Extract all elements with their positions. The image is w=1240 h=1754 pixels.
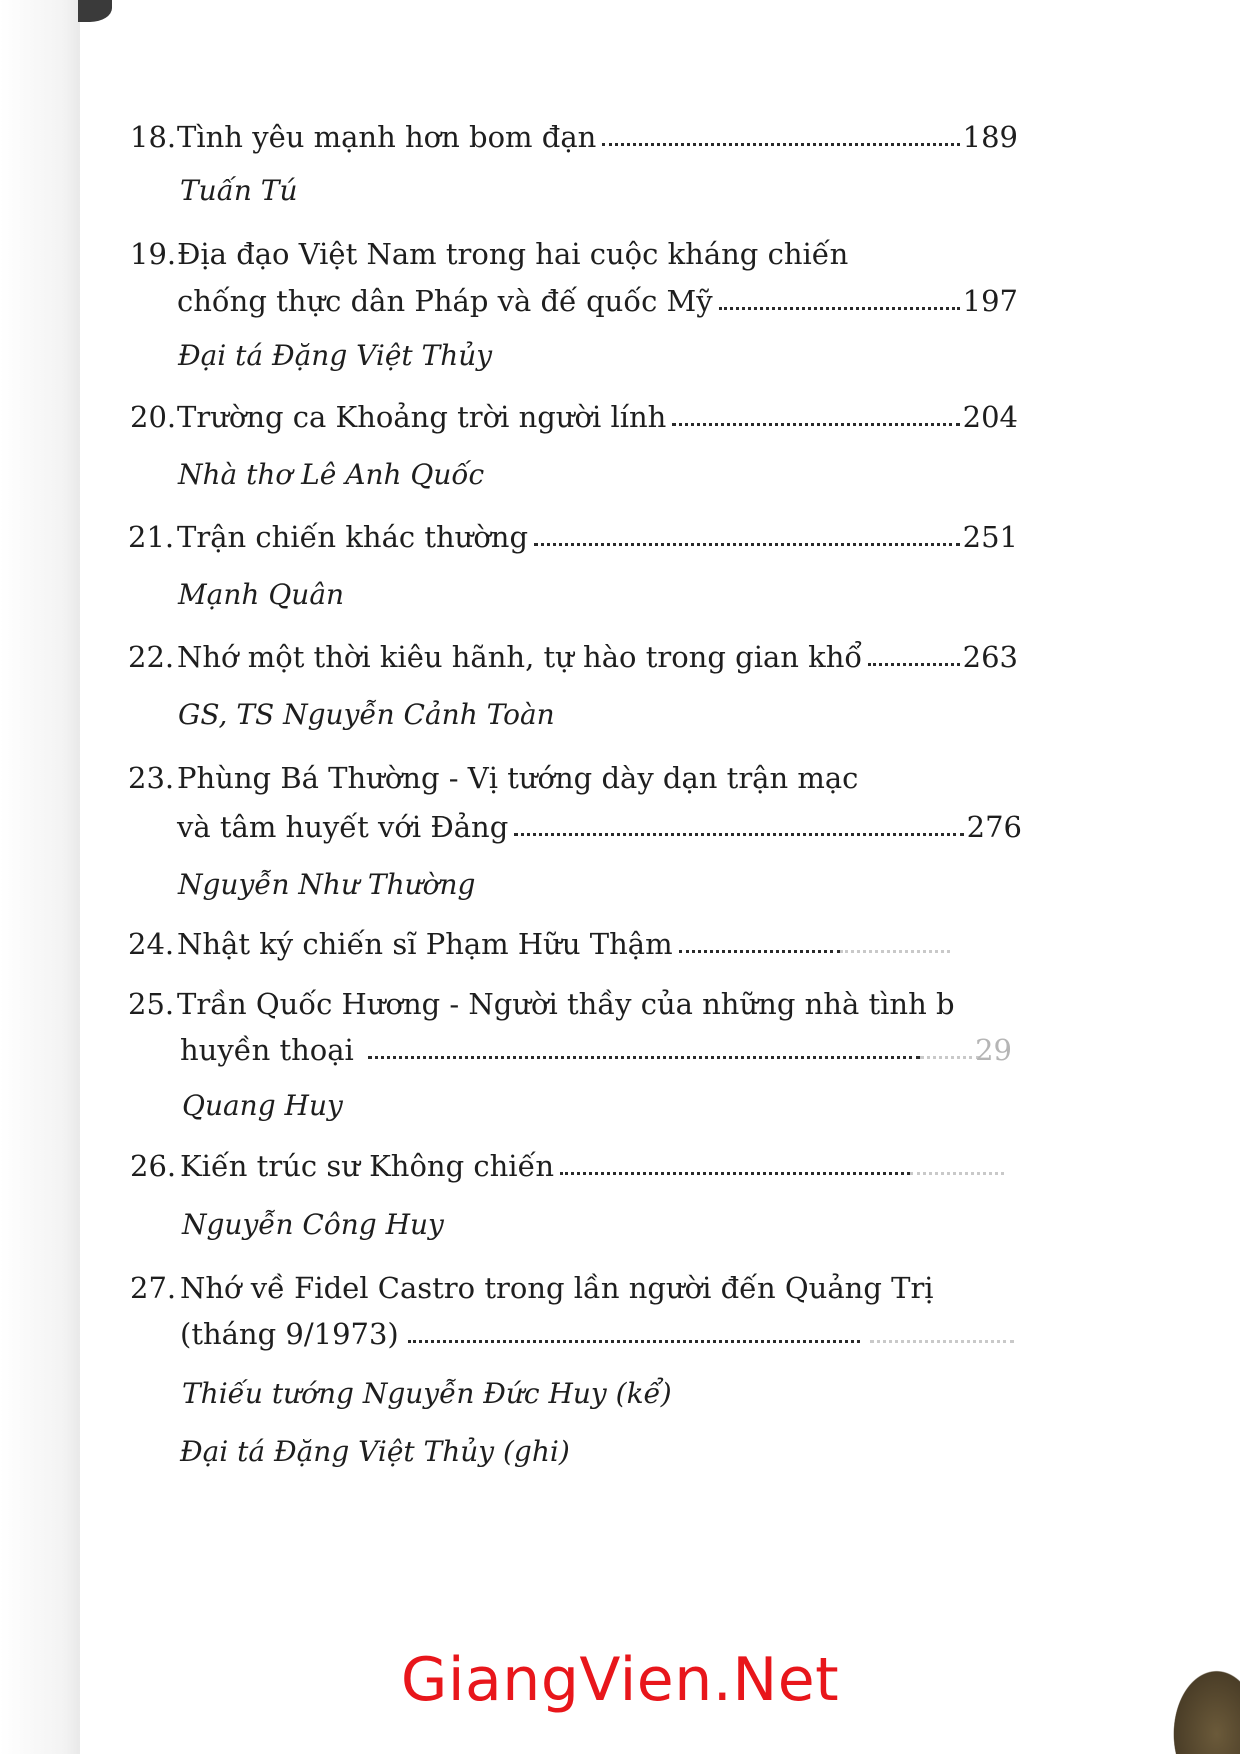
entry-title: Kiến trúc sư Không chiến <box>180 1149 555 1183</box>
entry-number: 19. <box>130 237 177 271</box>
entry-author: Đại tá Đặng Việt Thủy (ghi) <box>180 1435 570 1468</box>
dot-leader <box>368 1056 920 1059</box>
entry-author: Tuấn Tú <box>180 174 298 207</box>
entry-title-cont: và tâm huyết với Đảng <box>177 810 509 844</box>
dot-leader <box>534 543 960 546</box>
toc-entry-25-cont[interactable] <box>0 1030 1240 1070</box>
entry-author: Đại tá Đặng Việt Thủy <box>178 339 493 372</box>
toc-entry-22[interactable] <box>0 637 1240 677</box>
dot-leader-faded <box>920 1056 980 1059</box>
dot-leader <box>514 833 964 836</box>
entry-title: Tình yêu mạnh hơn bom đạn <box>177 120 597 154</box>
entry-page: 197 <box>962 284 1018 318</box>
toc-entry-25[interactable] <box>0 984 1240 1024</box>
dot-leader-faded <box>840 950 950 953</box>
toc-entry-20[interactable] <box>0 397 1240 437</box>
entry-number: 22. <box>128 640 175 674</box>
toc-entry-21[interactable] <box>0 517 1240 557</box>
entry-author: Quang Huy <box>182 1089 343 1122</box>
entry-title: Nhớ về Fidel Castro trong lần người đến Quảng Trị <box>180 1271 934 1305</box>
entry-number: 21. <box>128 520 175 554</box>
scan-corner-shadow <box>78 0 112 22</box>
dot-leader-faded <box>910 1172 1004 1175</box>
dot-leader <box>719 307 960 310</box>
entry-page: 204 <box>962 400 1018 434</box>
toc-entry-27[interactable] <box>0 1268 1240 1308</box>
entry-page: 29 <box>975 1033 1012 1067</box>
toc-entry-23[interactable] <box>0 758 1240 798</box>
entry-number: 25. <box>128 987 175 1021</box>
entry-title: Nhớ một thời kiêu hãnh, tự hào trong gian khổ <box>177 640 863 674</box>
entry-number: 23. <box>128 761 175 795</box>
entry-number: 27. <box>130 1271 177 1305</box>
entry-number: 26. <box>130 1149 177 1183</box>
dot-leader <box>679 950 840 953</box>
toc-entry-19-cont[interactable] <box>0 281 1240 321</box>
entry-title: Trường ca Khoảng trời người lính <box>177 400 667 434</box>
entry-page: 189 <box>962 120 1018 154</box>
toc-entry-26[interactable] <box>0 1146 1240 1186</box>
entry-author: Mạnh Quân <box>178 578 345 611</box>
entry-author: Nhà thơ Lê Anh Quốc <box>178 458 485 491</box>
entry-author: Thiếu tướng Nguyễn Đức Huy (kể) <box>182 1377 672 1410</box>
dot-leader <box>672 423 960 426</box>
dot-leader <box>602 143 960 146</box>
dot-leader <box>560 1172 910 1175</box>
toc-entry-24[interactable] <box>0 924 1240 964</box>
entry-page: 263 <box>962 640 1018 674</box>
entry-title: Nhật ký chiến sĩ Phạm Hữu Thậm <box>177 927 673 961</box>
entry-author: Nguyễn Công Huy <box>182 1208 444 1241</box>
entry-title: Địa đạo Việt Nam trong hai cuộc kháng chiến <box>177 237 849 271</box>
toc-entry-23-cont[interactable] <box>0 807 1240 847</box>
entry-number: 18. <box>130 120 177 154</box>
entry-number: 20. <box>130 400 177 434</box>
dot-leader <box>408 1340 860 1343</box>
entry-title-cont: (tháng 9/1973) <box>180 1317 399 1351</box>
entry-author: Nguyễn Như Thường <box>178 868 476 901</box>
dot-leader-faded <box>870 1340 1014 1343</box>
dot-leader <box>868 663 960 666</box>
entry-title: Phùng Bá Thường - Vị tướng dày dạn trận mạc <box>177 761 859 795</box>
toc-entry-18[interactable] <box>0 117 1240 157</box>
entry-title: Trận chiến khác thường <box>177 520 529 554</box>
entry-title: Trần Quốc Hương - Người thầy của những nhà tình b <box>177 987 955 1021</box>
entry-title-cont: huyền thoại <box>180 1033 354 1067</box>
entry-author: GS, TS Nguyễn Cảnh Toàn <box>178 698 555 731</box>
entry-title-cont: chống thực dân Pháp và đế quốc Mỹ <box>177 284 713 318</box>
toc-entry-27-cont[interactable] <box>0 1314 1240 1354</box>
entry-number: 24. <box>128 927 175 961</box>
entry-page: 276 <box>966 810 1022 844</box>
entry-page: 251 <box>962 520 1018 554</box>
toc-entry-19[interactable] <box>0 234 1240 274</box>
watermark: GiangVien.Net <box>400 1645 840 1715</box>
